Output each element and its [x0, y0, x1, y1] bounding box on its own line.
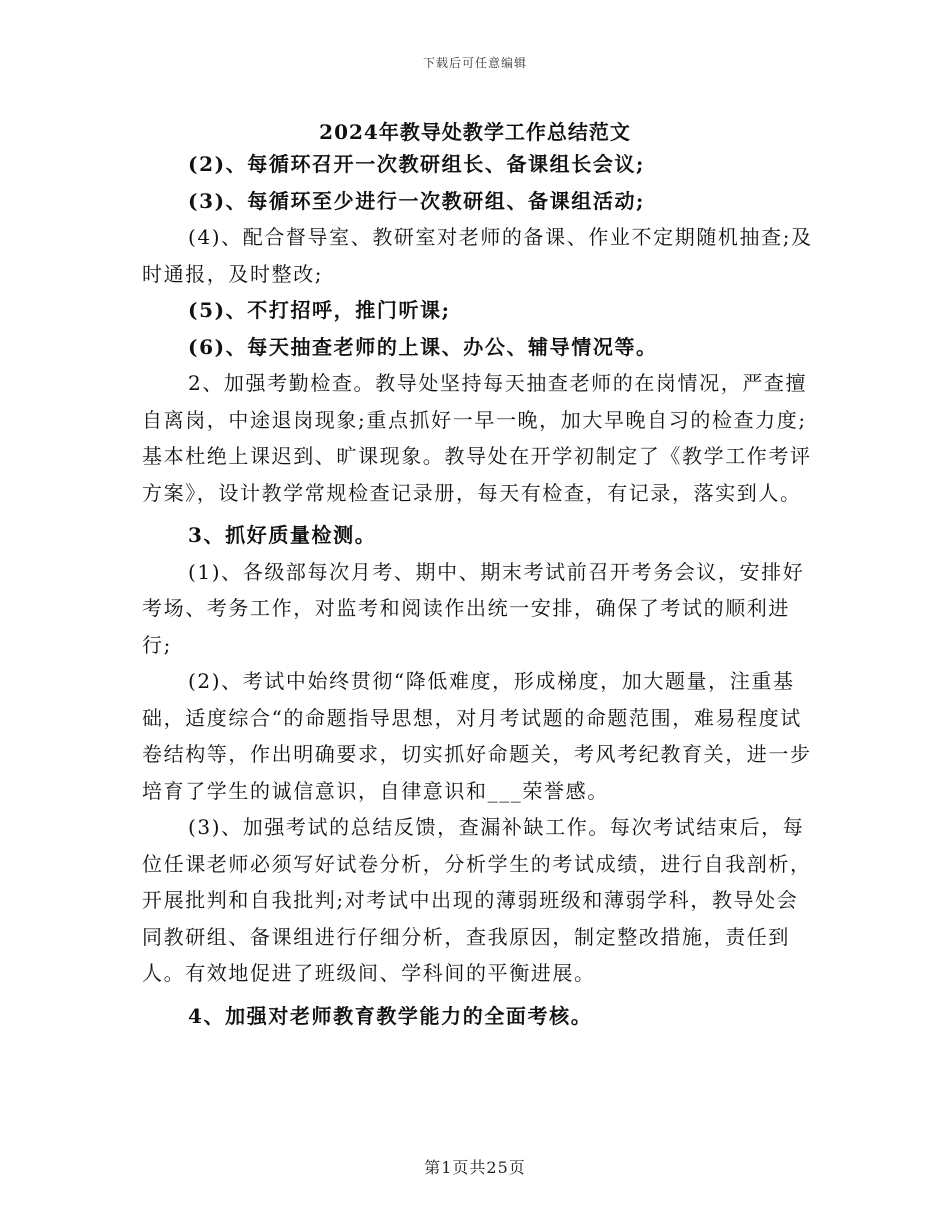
paragraph: 2、加强考勤检查。教导处坚持每天抽查老师的在岗情况，严查擅自离岗，中途退岗现象;重点抓好一早一晚，加大早晚自习的检查力度;基本杜绝上课迟到、旷课现象。教导处在开学初制定了《教学工作考评方案》，设计教学常规检查记录册，每天有检查，有记录，落实到人。 — [142, 371, 812, 505]
page-footer: 第1页共25页 — [424, 1158, 526, 1177]
paragraph: (3)、每循环至少进行一次教研组、备课组活动; — [188, 188, 646, 213]
paragraph: 3、抓好质量检测。 — [188, 523, 377, 547]
paragraph: (4)、配合督导室、教研室对老师的备课、作业不定期随机抽查;及时通报，及时整改; — [142, 225, 813, 286]
paragraph: (6)、每天抽查老师的上课、办公、辅导情况等。 — [188, 334, 658, 359]
header-note: 下载后可任意编辑 — [422, 56, 527, 70]
document-body — [142, 146, 818, 1034]
paragraph: 4、加强对老师教育教学能力的全面考核。 — [188, 1003, 593, 1028]
paragraph: (5)、不打招呼，推门听课; — [188, 298, 451, 322]
paragraph: (1)、各级部每次月考、期中、期末考试前召开考务会议，安排好考场、考务工作，对监考和阅读作出统一安排，确保了考试的顺利进行; — [142, 559, 805, 657]
paragraph: (2)、每循环召开一次教研组长、备课组长会议; — [188, 152, 646, 176]
paragraph: (2)、考试中始终贯彻“降低难度，形成梯度，加大题量，注重基础，适度综合“的命题指导思想，对月考试题的命题范围，难易程度试卷结构等，作出明确要求，切实抓好命题关，考风考纪教育关，进一步培育了学生的诚信意识，自律意识和___荣誉感。 — [142, 669, 812, 803]
paragraph: (3)、加强考试的总结反馈，查漏补缺工作。每次考试结束后，每位任课老师必须写好试卷分析，分析学生的考试成绩，进行自我剖析，开展批判和自我批判;对考试中出现的薄弱班级和薄弱学科，教导处会同教研组、备课组进行仔细分析，查我原因，制定整改措施，责任到人。有效地促进了班级间、学科间的平衡进展。 — [142, 815, 812, 985]
document-title: 2024年教导处教学工作总结范文 — [319, 120, 631, 144]
